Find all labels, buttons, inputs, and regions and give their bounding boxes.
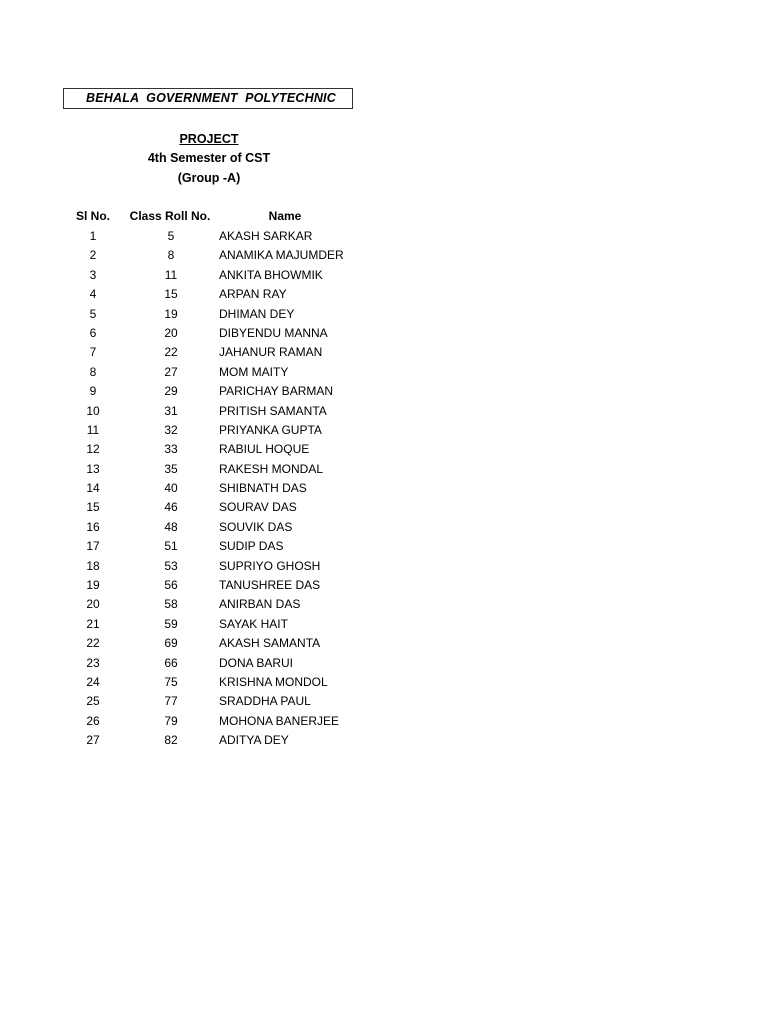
sl-no-cell: 23 xyxy=(86,655,100,670)
class-roll-no-cell: 79 xyxy=(164,713,178,728)
sl-no-cell: 16 xyxy=(86,519,100,534)
student-name-cell: PARICHAY BARMAN xyxy=(219,384,334,399)
class-roll-no-cell: 48 xyxy=(164,519,178,534)
sl-no-cell: 14 xyxy=(86,481,100,496)
student-name-cell: ANAMIKA MAJUMDER xyxy=(219,248,344,263)
table-row xyxy=(0,558,768,577)
sl-no-cell: 17 xyxy=(86,539,100,554)
student-name-cell: ARPAN RAY xyxy=(219,287,287,302)
column-header-name: Name xyxy=(268,209,302,223)
sl-no-cell: 18 xyxy=(86,558,100,573)
class-roll-no-cell: 11 xyxy=(164,267,178,282)
student-name-cell: SRADDHA PAUL xyxy=(219,694,311,709)
class-roll-no-cell: 40 xyxy=(164,481,178,496)
table-row xyxy=(0,655,768,674)
class-roll-no-cell: 75 xyxy=(164,674,178,689)
sl-no-cell: 20 xyxy=(86,597,100,612)
class-roll-no-cell: 59 xyxy=(164,616,178,631)
table-row xyxy=(0,538,768,557)
table-row xyxy=(0,674,768,693)
class-roll-no-cell: 31 xyxy=(164,403,178,418)
sl-no-cell: 1 xyxy=(89,229,97,243)
sl-no-cell: 4 xyxy=(89,287,97,302)
class-roll-no-cell: 69 xyxy=(164,636,178,651)
sl-no-cell: 26 xyxy=(86,713,100,728)
table-row xyxy=(0,519,768,538)
student-name-cell: KRISHNA MONDOL xyxy=(219,674,328,689)
sl-no-cell: 5 xyxy=(89,306,97,321)
student-name-cell: MOM MAITY xyxy=(219,364,289,379)
student-name-cell: SOURAV DAS xyxy=(219,500,297,515)
student-name-cell: PRIYANKA GUPTA xyxy=(219,422,322,437)
table-row xyxy=(0,577,768,596)
table-row xyxy=(0,306,768,325)
student-name-cell: DIBYENDU MANNA xyxy=(219,325,328,340)
table-row xyxy=(0,480,768,499)
student-name-cell: AKASH SAMANTA xyxy=(219,636,321,651)
table-row xyxy=(0,344,768,363)
student-name-cell: AKASH SARKAR xyxy=(219,229,313,243)
student-name-cell: TANUSHREE DAS xyxy=(219,578,321,593)
table-row xyxy=(0,616,768,635)
table-row xyxy=(0,693,768,712)
student-name-cell: PRITISH SAMANTA xyxy=(219,403,327,418)
student-name-cell: SUDIP DAS xyxy=(219,539,284,554)
table-row xyxy=(0,364,768,383)
class-roll-no-cell: 46 xyxy=(164,500,178,515)
class-roll-no-cell: 32 xyxy=(164,422,178,437)
sl-no-cell: 19 xyxy=(86,578,100,593)
class-roll-no-cell: 53 xyxy=(164,558,178,573)
sl-no-cell: 12 xyxy=(86,442,100,457)
sl-no-cell: 8 xyxy=(89,364,97,379)
sl-no-cell: 22 xyxy=(86,636,100,651)
student-name-cell: ANKITA BHOWMIK xyxy=(219,267,323,282)
sl-no-cell: 15 xyxy=(86,500,100,515)
project-heading: PROJECT xyxy=(179,132,239,146)
class-roll-no-cell: 58 xyxy=(164,597,178,612)
table-row xyxy=(0,228,768,247)
sl-no-cell: 21 xyxy=(86,616,100,631)
class-roll-no-cell: 15 xyxy=(164,287,178,302)
class-roll-no-cell: 33 xyxy=(164,442,178,457)
semester-heading: 4th Semester of CST xyxy=(147,151,271,165)
class-roll-no-cell: 51 xyxy=(164,539,178,554)
sl-no-cell: 2 xyxy=(89,248,97,263)
student-name-cell: SUPRIYO GHOSH xyxy=(219,558,321,573)
group-heading: (Group -A) xyxy=(177,171,241,185)
table-row xyxy=(0,247,768,266)
class-roll-no-cell: 56 xyxy=(164,578,178,593)
table-row xyxy=(0,461,768,480)
student-name-cell: RABIUL HOQUE xyxy=(219,442,310,457)
table-row xyxy=(0,635,768,654)
student-name-cell: SHIBNATH DAS xyxy=(219,481,307,496)
class-roll-no-cell: 66 xyxy=(164,655,178,670)
table-row xyxy=(0,325,768,344)
sl-no-cell: 13 xyxy=(86,461,100,476)
class-roll-no-cell: 82 xyxy=(164,733,178,748)
table-row xyxy=(0,596,768,615)
sl-no-cell: 11 xyxy=(86,422,100,437)
table-row xyxy=(0,422,768,441)
sl-no-cell: 27 xyxy=(86,733,100,748)
sl-no-cell: 9 xyxy=(89,384,97,399)
student-name-cell: ADITYA DEY xyxy=(219,733,289,748)
table-row xyxy=(0,286,768,305)
sl-no-cell: 25 xyxy=(86,694,100,709)
student-name-cell: MOHONA BANERJEE xyxy=(219,713,340,728)
column-header-class-roll-no: Class Roll No. xyxy=(129,209,211,223)
student-name-cell: ANIRBAN DAS xyxy=(219,597,301,612)
class-roll-no-cell: 19 xyxy=(164,306,178,321)
institution-title: BEHALA GOVERNMENT POLYTECHNIC xyxy=(63,88,353,109)
table-row xyxy=(0,713,768,732)
table-row xyxy=(0,732,768,751)
table-row xyxy=(0,403,768,422)
sl-no-cell: 10 xyxy=(86,403,100,418)
column-header-sl-no: Sl No. xyxy=(75,209,110,223)
class-roll-no-cell: 20 xyxy=(164,325,178,340)
student-name-cell: DONA BARUI xyxy=(219,655,294,670)
class-roll-no-cell: 29 xyxy=(164,384,178,399)
table-row xyxy=(0,499,768,518)
student-name-cell: SAYAK HAIT xyxy=(219,616,288,631)
class-roll-no-cell: 8 xyxy=(167,248,175,263)
student-list xyxy=(0,228,768,752)
sl-no-cell: 7 xyxy=(89,345,97,360)
sl-no-cell: 6 xyxy=(89,325,97,340)
table-row xyxy=(0,267,768,286)
student-name-cell: JAHANUR RAMAN xyxy=(219,345,323,360)
class-roll-no-cell: 27 xyxy=(164,364,178,379)
student-name-cell: RAKESH MONDAL xyxy=(219,461,324,476)
student-name-cell: SOUVIK DAS xyxy=(219,519,293,534)
sl-no-cell: 3 xyxy=(89,267,97,282)
table-row xyxy=(0,383,768,402)
table-row xyxy=(0,441,768,460)
sl-no-cell: 24 xyxy=(86,674,100,689)
class-roll-no-cell: 35 xyxy=(164,461,178,476)
class-roll-no-cell: 77 xyxy=(164,694,178,709)
class-roll-no-cell: 22 xyxy=(164,345,178,360)
student-name-cell: DHIMAN DEY xyxy=(219,306,295,321)
class-roll-no-cell: 5 xyxy=(167,229,175,243)
